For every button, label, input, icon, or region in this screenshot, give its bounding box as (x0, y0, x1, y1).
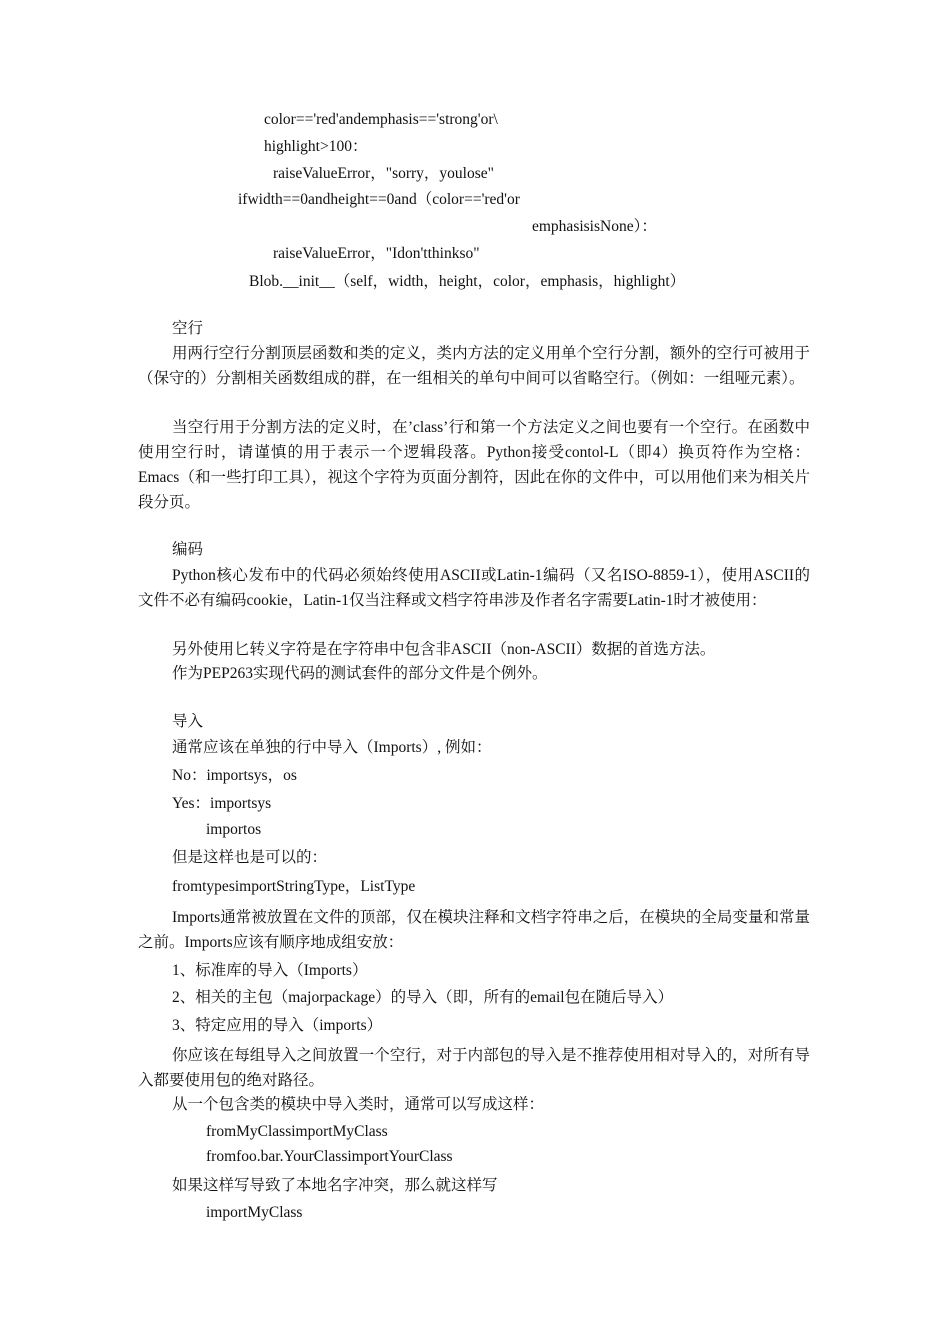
paragraph: 通常应该在单独的行中导入（Imports）, 例如： (172, 739, 492, 756)
code-line: fromMyClassimportMyClass (206, 1123, 388, 1140)
code-line: raiseValueError，"sorry，youlose" (273, 165, 494, 182)
code-line: highlight>100： (264, 138, 368, 155)
paragraph: 但是这样也是可以的： (172, 849, 328, 866)
paragraph: Python核心发布中的代码必须始终使用ASCII或Latin-1编码（又名ISO-8859-1），使用ASCII的文件不必有编码cookie，Latin-1仅当注释或文档字符串涉及作者名字需要Latin-1时才被使用： (138, 567, 810, 609)
paragraph: 你应该在每组导入之间放置一个空行，对于内部包的导入是不推荐使用相对导入的，对所有导入都要使用包的绝对路径。 (138, 1047, 810, 1089)
code-line: fromtypesimportStringType，ListType (172, 878, 416, 895)
section-heading-imports: 导入 (172, 713, 204, 730)
section-heading-blank-lines: 空行 (172, 320, 204, 337)
list-item: 3、特定应用的导入（imports） (172, 1017, 383, 1034)
paragraph: 另外使用匕转义字符是在字符串中包含非ASCII（non-ASCII）数据的首选方法。 (172, 641, 716, 658)
code-line: importos (206, 821, 262, 838)
paragraph: 从一个包含类的模块中导入类时，通常可以写成这样： (172, 1096, 545, 1113)
list-item: 2、相关的主包（majorpackage）的导入（即，所有的email包在随后导入） (172, 989, 674, 1006)
section-heading-encoding: 编码 (172, 541, 204, 558)
code-line: ifwidth==0andheight==0and（color=='red'or (238, 191, 520, 208)
paragraph: 用两行空行分割顶层函数和类的定义，类内方法的定义用单个空行分割，额外的空行可被用于（保守的）分割相关函数组成的群，在一组相关的单句中间可以省略空行。（例如：一组哑元素）。 (138, 345, 810, 387)
code-line: Blob.__init__（self，width，height，color，emphasis，highlight） (249, 273, 686, 290)
code-line: No：importsys，os (172, 767, 297, 784)
paragraph: 如果这样写导致了本地名字冲突，那么就这样写 (172, 1177, 498, 1194)
code-line: Yes：importsys (172, 795, 272, 812)
code-line: fromfoo.bar.YourClassimportYourClass (206, 1148, 453, 1165)
code-line: raiseValueError，"Idon'tthinkso" (273, 245, 480, 262)
paragraph: Imports通常被放置在文件的顶部，仅在模块注释和文档字符串之后，在模块的全局变量和常量之前。Imports应该有顺序地成组安放： (138, 909, 810, 951)
paragraph: 当空行用于分割方法的定义时，在’class’行和第一个方法定义之间也要有一个空行。在函数中使用空行时，请谨慎的用于表示一个逻辑段落。Python接受contol-L（即4）换页符作为空格：Emacs（和一些打印工具），视这个字符为页面分割符，因此在你的文件中，可以用他们来为相关片段分页。 (138, 419, 810, 511)
paragraph: 作为PEP263实现代码的测试套件的部分文件是个例外。 (172, 665, 548, 682)
code-line: emphasisisNone）： (532, 218, 657, 235)
code-line: importMyClass (206, 1204, 303, 1221)
list-item: 1、标准库的导入（Imports） (172, 962, 368, 979)
code-line: color=='red'andemphasis=='strong'or\ (264, 111, 498, 128)
